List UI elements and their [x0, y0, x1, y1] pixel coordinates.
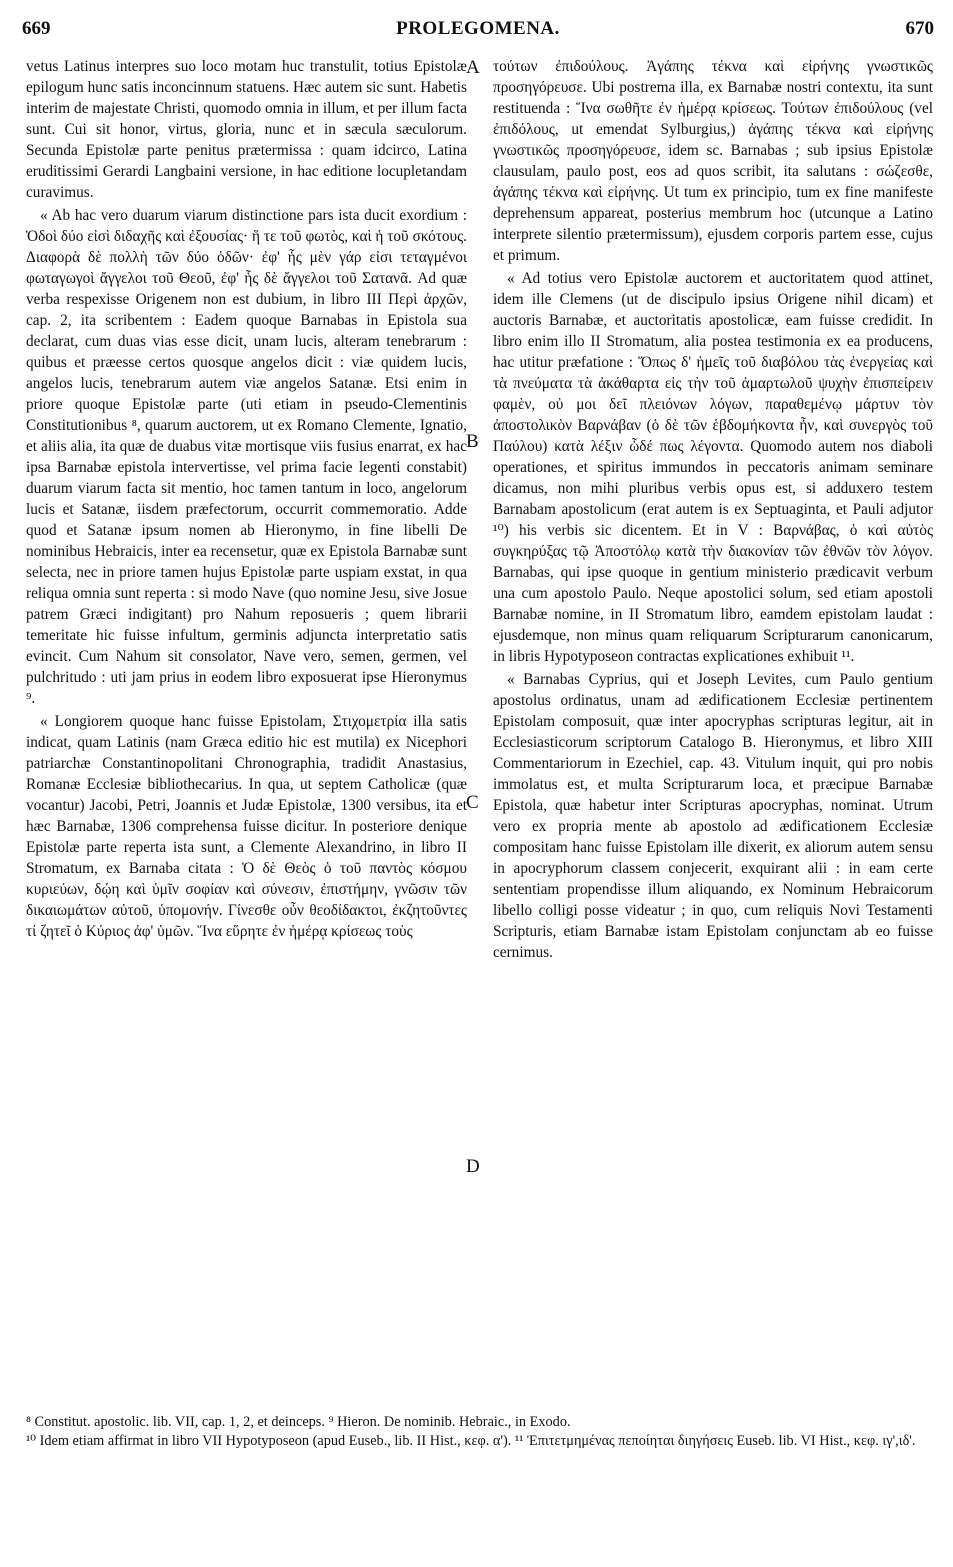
margin-marker-c: C	[466, 792, 479, 813]
footnotes	[26, 1413, 933, 1451]
page-number-right: 670	[905, 18, 934, 39]
footnote-line: ⁸ Constitut. apostolic. lib. VII, cap. 1, 2, et deinceps. ⁹ Hieron. De nominib. Hebraic., in Exodo.	[26, 1414, 571, 1430]
running-title: PROLEGOMENA.	[396, 18, 560, 39]
page-number-left: 669	[22, 18, 51, 39]
left-column	[26, 56, 467, 942]
footnote-line: ¹⁰ Idem etiam affirmat in libro VII Hypotyposeon (apud Euseb., lib. II Hist., κεφ. α'). ¹¹ Ἐπιτετμημένας πεποίηται διηγήσεις Euseb. lib. VI Hist., κεφ. ιγ',ιδ'.	[26, 1433, 916, 1449]
margin-marker-d: D	[466, 1156, 480, 1177]
paragraph: τούτων ἐπιδούλους. Ἀγάπης τέκνα καὶ εἰρήνης γνωστικῶς προσηγόρευσε. Ubi postrema illa, ex Barnabæ nostri contextu, ita sunt restituenda : Ἵνα σωθῆτε ἐν ἡμέρᾳ κρίσεως. Τούτων ἐπιδούλους (vel ἐπιδόλους, ut emendat Sylburgius,) ἀγάπης τέκνα καὶ εἰρήνης γνωστικῶς προσηγόρευσε, idem sc. Barnabas ; sub ipsius Epistolæ clausulam, paulo post, eos ad quos scribit, ita salutans : σώζεσθε, ἀγάπης τέκνα καὶ εἰρήνης. Ut tum ex principio, tum ex fine manifeste deprehensum appareat, posterius membrum hoc (utcunque a Latino interprete silentio prætermissum), ejusdem corporis partem esse, cujus et primum.	[493, 58, 933, 264]
margin-marker-b: B	[466, 431, 479, 452]
page-header	[22, 18, 934, 46]
paragraph: vetus Latinus interpres suo loco motam huc transtulit, totius Epistolæ epilogum hunc satis inconcinnum statuens. Hæc autem sic sunt. Habetis interim de majestate Christi, quomodo omnia in illum, et per illum facta sunt. Cui sit honor, virtus, gloria, nunc et in sæcula sæculorum. Secunda Epistolæ parte penitus prætermissa : quam idcirco, Latina eruditissimi Gerardi Langbaini versione, in hac editione locupletandam curavimus.	[26, 58, 467, 201]
paragraph: « Ab hac vero duarum viarum distinctione pars ista ducit exordium : Ὁδοὶ δύο εἰσὶ διδαχῆς καὶ ἐξουσίας· ἥ τε τοῦ φωτὸς, καὶ ἡ τοῦ σκότους. Διαφορὰ δὲ πολλὴ τῶν δύο ὁδῶν· ἐφ' ἧς μὲν γάρ εἰσι τεταγμένοι φωταγωγοὶ ἄγγελοι τοῦ Θεοῦ, ἐφ' ἧς δὲ ἄγγελοι τοῦ Σατανᾶ. Ad quæ verba respexisse Origenem non est dubium, in libro III Περὶ ἀρχῶν, cap. 2, ita scribentem : Eadem quoque Barnabas in Epistola sua declarat, cum duas vias esse dicit, unam lucis, alteram tenebrarum : quibus et præesse certos quosque angelos dicit : viæ quidem lucis, angelos lucis, tenebrarum autem viæ angelos Satanæ. Etsi enim in priore quoque Epistolæ parte (uti etiam in pseudo-Clementinis Constitutionibus ⁸, quarum auctorem, ut ex Romano Clemente, Ignatio, et aliis alia, ita quæ de duabus vitæ mortisque viis fusius enarrat, ex hac ipsa Barnabæ epistola intervertisse, vel prima facie legenti constabit) duarum viarum facta sit mentio, hoc tamen tantum in loco, angelorum lucis et Satanæ, iisdem præfectorum, occurrit commemoratio. Adde quod et Satanæ ipsum nomen ab Hieronymo, in fine libelli De nominibus Hebraicis, inter ea recensetur, quæ ex Epistola Barnabæ sunt selecta, nec in priore tamen hujus Epistolæ parte uspiam exstat, in qua reliqua omnia sunt reperta : si modo Nave (quo nomine Jesu, sive Josue patrem Græci indigitant) pro Nahum reposueris ; quem librarii temeritate hic fuisse infultum, germinis adjuncta interpretatio satis evincit. Cum Nahum sit consolator, Nave vero, semen, germen, vel pulchritudo : uti jam prius in eodem libro exposuerat ipse Hieronymus ⁹.	[26, 207, 467, 707]
paragraph: « Ad totius vero Epistolæ auctorem et auctoritatem quod attinet, idem ille Clemens (ut de discipulo ipsius Origene nihil dicam) et auctoris Barnabæ, et auctoritatis apostolicæ, eam fuisse credidit. In libro enim illo II Stromatum, alia postea testimonia ex ea producens, hac utitur præfatione : Ὅπως δ' ἡμεῖς τοῦ διαβόλου τὰς ἐνεργείας καὶ τὰ πνεύματα τὰ ἀκάθαρτα εἰς τὴν τοῦ ἁμαρτωλοῦ ψυχὴν ἐπισπείρειν φαμὲν, οὐ μοι δεῖ πλειόνων λόγων, παραθεμένῳ μάρτυν τὸν ἀποστολικὸν Βαρνάβαν (ὁ δὲ τῶν ἑβδομήκοντα ἦν, καὶ συνεργὸς τοῦ Παύλου) κατὰ λέξιν ὧδέ πως λέγοντα. Quomodo autem nos diaboli operationes, et spiritus immundos in peccatoris animam seminare dicamus, non mihi pluribus verbis opus est, si adduxero testem Barnabam apostolicum (erat autem is ex Septuaginta, et Pauli adjutor ¹⁰) his verbis sic dicentem. Et in V : Βαρνάβας, ὁ καὶ αὐτὸς συγκηρύξας τῷ Ἀποστόλῳ κατὰ τὴν διακονίαν τῶν ἐθνῶν τὸν λόγον. Barnabas, qui ipse quoque in gentium ministerio prædicavit verbum una cum apostolo Paulo. Neque apostolici solum, sed etiam apostoli Barnabæ nomine, in II Stromatum libro, eamdem epistolam laudat : ejusdemque, non minus quam reliquarum Scripturarum canonicarum, in libris Hypotyposeon contractas explicationes exhibuit ¹¹.	[493, 270, 933, 665]
margin-marker-a: A	[466, 57, 480, 78]
paragraph: « Barnabas Cyprius, qui et Joseph Levites, cum Paulo gentium apostolus ordinatus, unam ad ædificationem Ecclesiæ pertinentem Epistolam composuit, quæ inter apocryphas scripturas legitur, ait in Ecclesiasticorum scriptorum Catalogo B. Hieronymus, et libro XIII Commentariorum in Ezechiel, cap. 43. Vitulum inquit, qui pro nobis immolatus est, et multa Scripturarum loca, et præcipue Barnabæ Epistola, quæ habetur inter Scripturas apocryphas, nominat. Utrum vero ex propria mente ab apostolo ad ædificationem Ecclesiæ compositam hanc fuisse Epistolam ille dixerit, ex aliorum autem sensu in apocryphorum classem conjecerit, exquirant alii : in eam certe sententiam propendisse illum aliquando, ex Nominum Hebraicorum libello colligi posse videatur ; in quo, cum reliquis Novi Testamenti Scripturis, etiam Barnabæ istam Epistolam conjunctam ab eo fuisse cernimus.	[493, 671, 933, 961]
paragraph: « Longiorem quoque hanc fuisse Epistolam, Στιχομετρία illa satis indicat, quam Latinis (nam Græca editio hic est mutila) ex Nicephori patriarchæ Constantinopolitani Chronographia, tradidit Anastasius, Romanæ Ecclesiæ bibliothecarius. In qua, ut septem Catholicæ (quæ vocantur) Jacobi, Petri, Joannis et Judæ Epistolæ, 1300 versibus, ita et hæc Barnabæ, 1306 comprehensa fuisse dicitur. In posteriore denique Epistolæ parte reperta ista sunt, a Clemente Alexandrino, in libro II Stromatum, ex Barnaba citata : Ὁ δὲ Θεὸς ὁ τοῦ παντὸς κόσμου κυριεύων, δῴη καὶ ὑμῖν σοφίαν καὶ σύνεσιν, ἐπιστήμην, γνῶσιν τῶν δικαιωμάτων αὐτοῦ, ὑπομονήν. Γίνεσθε οὖν θεοδίδακτοι, ἐκζητοῦντες τί ζητεῖ ὁ Κύριος ἀφ' ὑμῶν. Ἵνα εὕρητε ἐν ἡμέρᾳ κρίσεως τοὺς	[26, 713, 467, 940]
right-column	[493, 56, 933, 963]
